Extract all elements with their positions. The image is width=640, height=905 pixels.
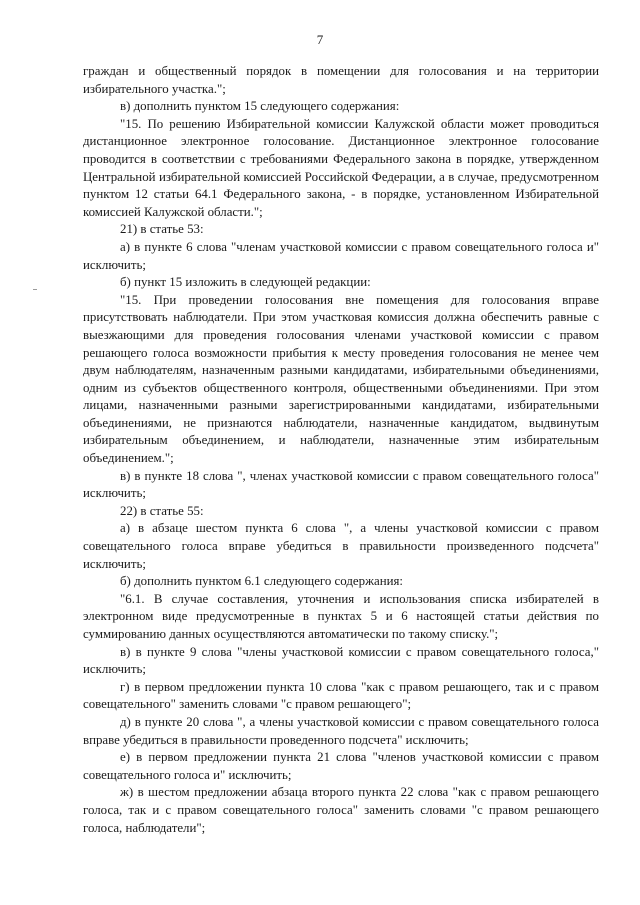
page-number: 7 [316,32,324,47]
paragraph-item-zh-22: ж) в шестом предложении абзаца второго пункта 22 слова "как с правом решающего голоса, так и с правом совещательного голоса" заменить словами "с правом решающего голоса, наблюдатели"; [83,785,599,835]
paragraph-item-b: б) пункт 15 изложить в следующей редакции: [120,275,371,290]
scan-mark [33,289,37,290]
paragraph-continuation: граждан и общественный порядок в помещении для голосования и на территории избирательного участка."; [83,64,599,96]
document-body [83,63,599,837]
paragraph-item-v-9: в) в пункте 9 слова "члены участковой комиссии с правом совещательного голоса," исключить; [83,644,599,677]
paragraph-quote-6-1: "6.1. В случае составления, уточнения и использования списка избирателей в электронном виде предусмотренные в пунктах 5 и 6 настоящей статьи действия по суммированию данных осуществляются автоматически по такому списку."; [83,591,599,641]
paragraph-item-e-21: е) в первом предложении пункта 21 слова "членов участковой комиссии с правом совещательного голоса и" исключить; [83,750,599,782]
paragraph-quote-15: "15. По решению Избирательной комиссии Калужской области может проводиться дистанционное электронное голосование. Дистанционное электронное голосование проводится в соответствии с требованиями Федерального закона в порядке, утвержденном Центральной избирательной комиссией Российской Федерации, а в случае, предусмотренном пунктом 12 статьи 64.1 Федерального закона, - в порядке, установленном Избирательной комиссией Калужской области."; [83,116,599,219]
paragraph-item-v-18: в) в пункте 18 слова ", членах участковой комиссии с правом совещательного голоса" исключить; [83,468,599,501]
paragraph-quote-15-observers: "15. При проведении голосования вне помещения для голосования вправе присутствовать наблюдатели. При этом участковая комиссия должна обеспечить равные с выезжающими для проведения голосования членами участковой комиссии с правом решающего голоса возможности прибытия к месту проведения голосования не менее чем двум наблюдателям, назначенным разными кандидатами, избирательными объединениями, одним из субъектов общественного контроля, общественными объединениями. При этом лицами, назначенными разными зарегистрированными кандидатами, избирательными объединениями, не признаются наблюдатели, назначенные кандидатом, выдвинутым избирательным объединением, и наблюдатели, назначенные этим избирательным объединением."; [83,292,599,466]
paragraph-item-a: а) в пункте 6 слова "членам участковой комиссии с правом совещательного голоса и" исключить; [83,239,599,272]
paragraph-item-a-6: а) в абзаце шестом пункта 6 слова ", а члены участковой комиссии с правом совещательного голоса вправе убедиться в правильности произведенного подсчета" исключить; [83,521,599,571]
paragraph-item-d-20: д) в пункте 20 слова ", а члены участковой комиссии с правом совещательного голоса вправе убедиться в правильности проведенного подсчета" исключить; [83,714,599,747]
paragraph-item-21: 21) в статье 53: [120,222,204,237]
paragraph-item-v-add-15: в) дополнить пунктом 15 следующего содержания: [120,99,400,114]
paragraph-item-g-10: г) в первом предложении пункта 10 слова "как с правом решающего, так и с правом совещательного" заменить словами "с правом решающего"; [83,679,599,712]
paragraph-item-b-6-1: б) дополнить пунктом 6.1 следующего содержания: [120,574,404,589]
paragraph-item-22: 22) в статье 55: [120,503,204,518]
